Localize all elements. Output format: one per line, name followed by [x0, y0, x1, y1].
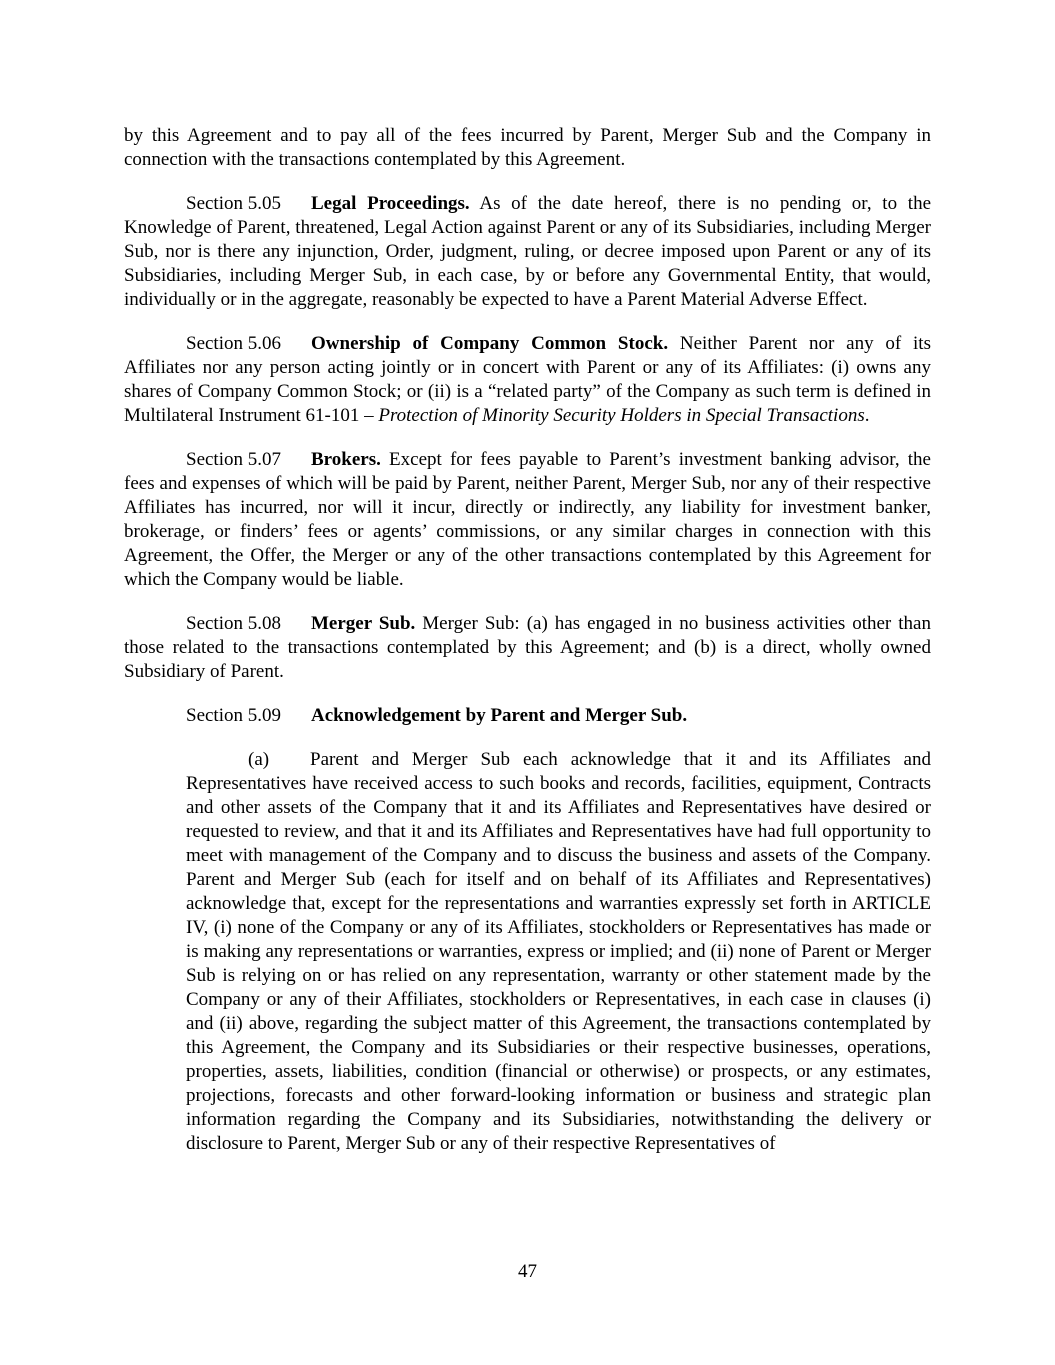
section-text: As of the date hereof, there is no pending or, to the Knowledge of Parent, threatened, Legal Action against Parent or any of its Subsidiaries, including Merger Sub, nor is there any injunction, Order, judgment, ruling, or decree imposed upon Parent or any of its Subsidiaries, including Merger Sub, in each case, by or before any Governmental Entity, that would, individually or in the aggregate, reasonably be expected to have a Parent Material Adverse Effect.	[124, 193, 932, 310]
page-number: 47	[518, 1261, 537, 1282]
continuation-paragraph: by this Agreement and to pay all of the fees incurred by Parent, Merger Sub and the Company in connection with the transactions contemplated by this Agreement.	[124, 125, 931, 170]
section-heading: Legal Proceedings.	[311, 193, 470, 214]
section-5-05	[124, 192, 931, 312]
subsection-text: Parent and Merger Sub each acknowledge that it and its Affiliates and Representatives have received access to such books and records, facilities, equipment, Contracts and other assets of the Company that it and its Affiliates and Representatives have desired or requested to review, and that it and its Affiliates and Representatives have had full opportunity to meet with management of the Company and to discuss the business and assets of the Company. Parent and Merger Sub (each for itself and on behalf of its Affiliates and Representatives) acknowledge that, except for the representations and warranties expressly set forth in ARTICLE IV, (i) none of the Company or any of its Affiliates, stockholders or Representatives has made or is making any representations or warranties, express or implied; and (ii) none of Parent or Merger Sub is relying on or has relied on any representation, warranty or other statement made by the Company or any of their Affiliates, stockholders or Representatives, in each case in clauses (i) and (ii) above, regarding the subject matter of this Agreement, the transactions contemplated by this Agreement, the Company and its Subsidiaries or their respective businesses, operations, properties, assets, liabilities, condition (financial or otherwise) or prospects, or any estimates, projections, forecasts and other forward-looking information or business and strategic plan information regarding the Company and its Subsidiaries, notwithstanding the delivery or disclosure to Parent, Merger Sub or any of their respective Representatives of	[186, 749, 931, 1154]
section-number: Section 5.05	[186, 193, 281, 214]
document-page	[124, 124, 931, 1176]
subsection-a	[186, 748, 931, 1156]
section-heading: Ownership of Company Common Stock.	[311, 333, 669, 354]
section-text: Merger Sub: (a) has engaged in no business activities other than those related to the transactions contemplated by this Agreement; and (b) is a direct, wholly owned Subsidiary of Parent.	[124, 613, 931, 682]
section-5-06	[124, 332, 931, 428]
section-5-07	[124, 448, 931, 592]
subsection-label: (a)	[248, 749, 270, 770]
section-text-tail: .	[864, 405, 870, 426]
section-text: Except for fees payable to Parent’s investment banking advisor, the fees and expenses of which will be paid by Parent, neither Parent, Merger Sub, nor any of their respective Affiliates has incurred, nor will it incur, directly or indirectly, any liability for investment banker, brokerage, or finders’ fees or agents’ commissions, or any similar charges in connection with this Agreement, the Offer, the Merger or any of the other transactions contemplated by this Agreement for which the Company would be liable.	[124, 449, 931, 590]
section-number: Section 5.06	[186, 333, 281, 354]
section-text: Neither Parent nor any of its Affiliates nor any person acting jointly or in concert with Parent or any of its Affiliates: (i) owns any shares of Company Common Stock; or (ii) is a “related party” of the Company as such term is defined in Multilateral Instrument 61-101 –	[124, 333, 931, 426]
instrument-title: Protection of Minority Security Holders in Special Transactions	[378, 405, 865, 426]
section-5-08	[124, 612, 931, 684]
section-number: Section 5.07	[186, 449, 281, 470]
section-heading: Acknowledgement by Parent and Merger Sub.	[311, 705, 688, 726]
section-heading: Brokers.	[311, 449, 381, 470]
section-number: Section 5.08	[186, 613, 281, 634]
section-heading: Merger Sub.	[311, 613, 416, 634]
section-5-09	[186, 704, 931, 728]
section-number: Section 5.09	[186, 705, 281, 726]
